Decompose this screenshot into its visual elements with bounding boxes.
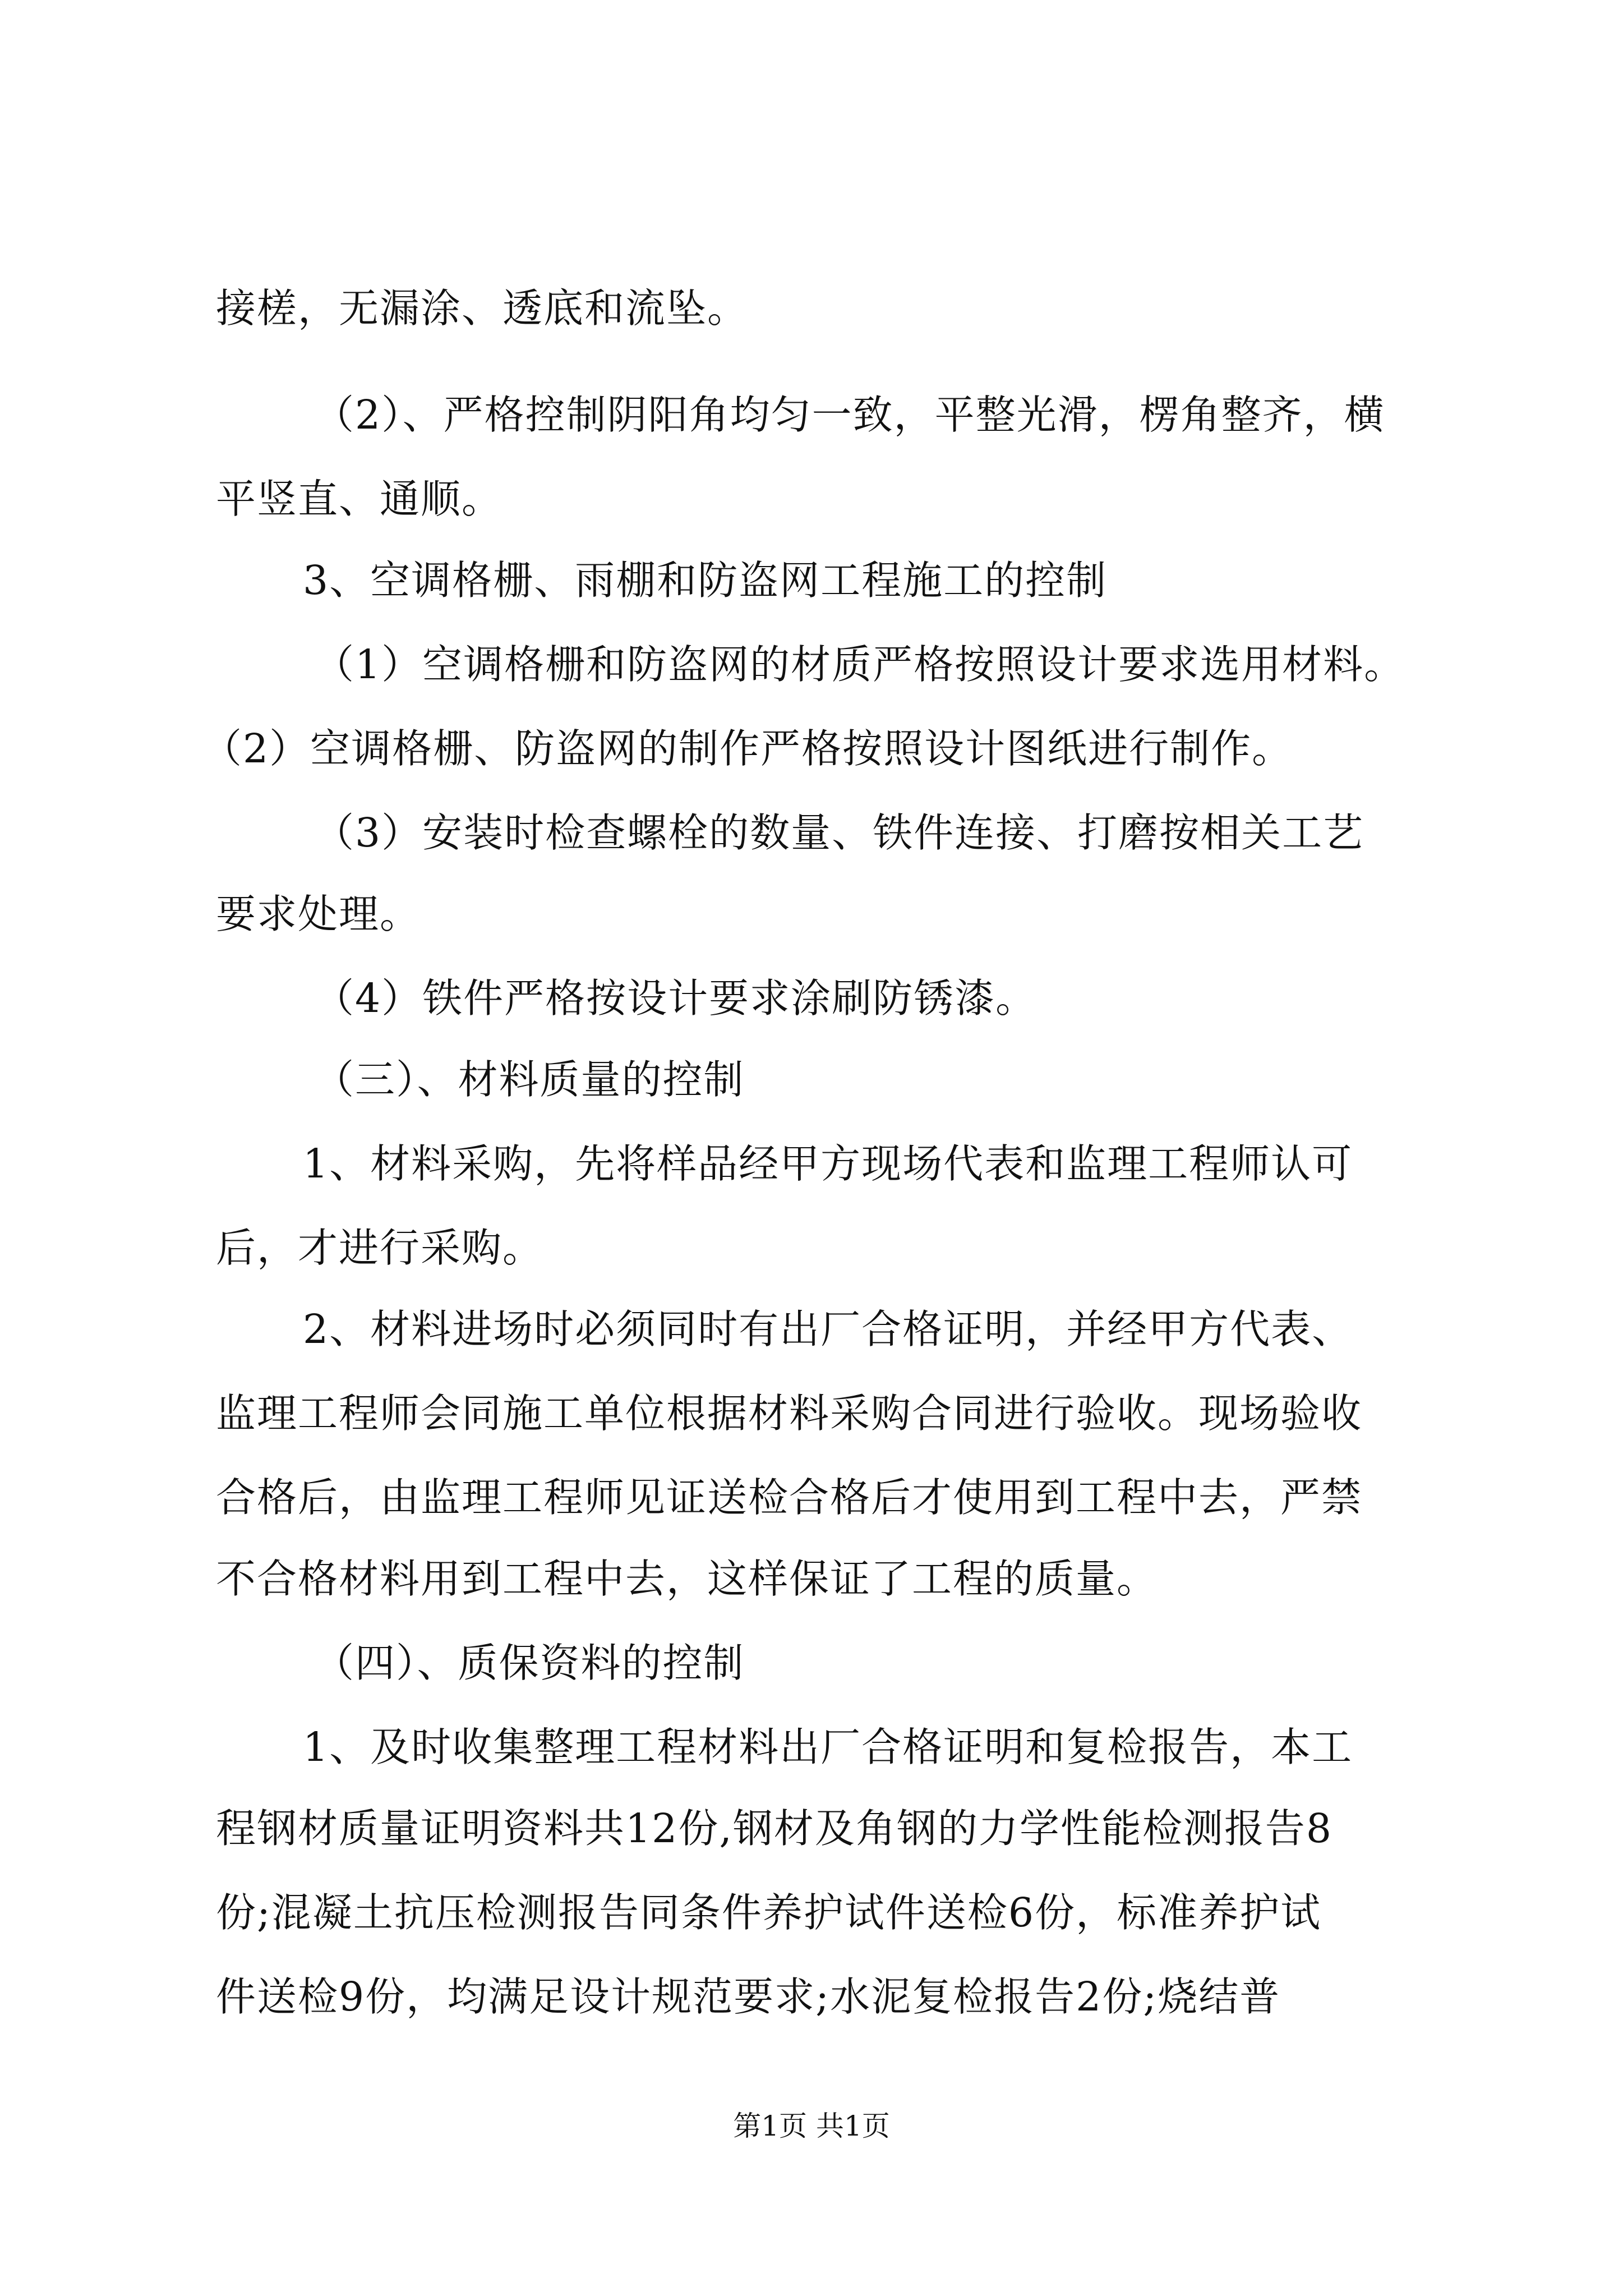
text-line: 1、及时收集整理工程材料出厂合格证明和复检报告，本工 xyxy=(303,1724,1353,1770)
text-line: 1、材料采购，先将样品经甲方现场代表和监理工程师认可 xyxy=(303,1140,1353,1187)
text-line: （2）、严格控制阴阳角均匀一致，平整光滑，楞角整齐，横 xyxy=(314,392,1385,438)
text-line: （3）安装时检查螺栓的数量、铁件连接、打磨按相关工艺 xyxy=(314,809,1364,856)
text-line: 合格后，由监理工程师见证送检合格后才使用到工程中去，严禁 xyxy=(216,1474,1363,1521)
text-line: 监理工程师会同施工单位根据材料采购合同进行验收。现场验收 xyxy=(216,1390,1363,1437)
text-line: （四）、质保资料的控制 xyxy=(314,1640,745,1686)
text-line: 不合格材料用到工程中去，这样保证了工程的质量。 xyxy=(216,1556,1158,1602)
text-line: 2、材料进场时必须同时有出厂合格证明，并经甲方代表、 xyxy=(303,1306,1353,1352)
text-line: 后，才进行采购。 xyxy=(216,1225,544,1271)
text-line: （2）空调格栅、防盗网的制作严格按照设计图纸进行制作。 xyxy=(202,725,1293,772)
text-line: 件送检9份，均满足设计规范要求;水泥复检报告2份;烧结普 xyxy=(216,1973,1281,2020)
text-line: 3、空调格栅、雨棚和防盗网工程施工的控制 xyxy=(303,557,1108,604)
text-line: 接槎，无漏涂、透底和流坠。 xyxy=(216,285,749,332)
text-line: （4）铁件严格按设计要求涂刷防锈漆。 xyxy=(314,975,1037,1022)
text-line: （1）空调格栅和防盗网的材质严格按照设计要求选用材料。 xyxy=(314,641,1405,688)
page-number-footer: 第1页 共1页 xyxy=(733,2110,890,2142)
text-line: 平竖直、通顺。 xyxy=(216,476,503,522)
text-line: 程钢材质量证明资料共12份,钢材及角钢的力学性能检测报告8 xyxy=(216,1805,1333,1852)
text-line: 份;混凝土抗压检测报告同条件养护试件送检6份，标准养护试 xyxy=(216,1889,1322,1936)
text-line: 要求处理。 xyxy=(216,891,421,937)
text-line: （三）、材料质量的控制 xyxy=(314,1056,745,1103)
